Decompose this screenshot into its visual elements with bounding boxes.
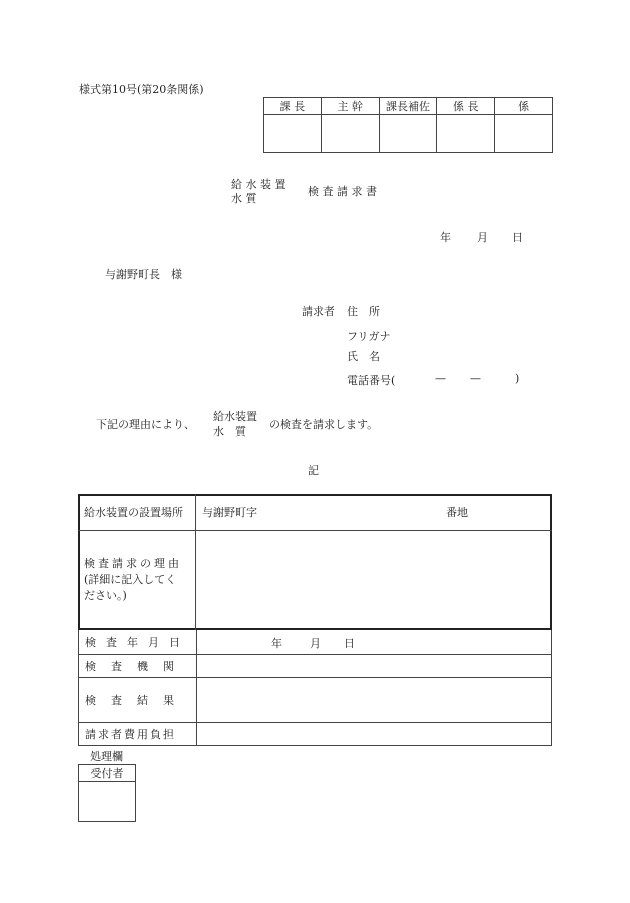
form-number: 様式第10号(第20条関係) bbox=[79, 83, 204, 96]
approval-stamp-cell[interactable] bbox=[495, 115, 553, 153]
approval-header-kacho: 課 長 bbox=[264, 98, 322, 115]
ki-heading: 記 bbox=[308, 464, 319, 477]
approval-stamp-cell[interactable] bbox=[264, 115, 322, 153]
title-option-water-quality-text: 水 質 bbox=[231, 192, 257, 205]
phone-dash-1: — bbox=[435, 372, 446, 385]
date-day: 日 bbox=[512, 231, 523, 244]
requester-label: 請求者 bbox=[302, 305, 335, 318]
date-year: 年 bbox=[440, 231, 451, 244]
approval-header-kakaricho: 係 長 bbox=[437, 98, 495, 115]
result-cell[interactable] bbox=[197, 677, 552, 722]
inspection-date-cell[interactable] bbox=[197, 630, 552, 654]
reason-label-line3: ださい。) bbox=[84, 589, 127, 603]
body-prefix: 下記の理由により、 bbox=[96, 418, 195, 431]
phone-label: 電話番号( bbox=[347, 374, 396, 387]
approval-stamp-cell[interactable] bbox=[321, 115, 379, 153]
addressee: 与謝野町長 様 bbox=[105, 268, 182, 281]
approval-stamp-table bbox=[263, 97, 553, 153]
location-value-cell[interactable] bbox=[196, 494, 553, 530]
location-banchi: 番地 bbox=[446, 505, 468, 519]
approval-stamp-cell[interactable] bbox=[379, 115, 437, 153]
body-option-water-quality: 水 質 bbox=[213, 425, 246, 438]
result-label: 検査結果 bbox=[79, 677, 197, 722]
reason-label bbox=[78, 530, 196, 630]
receiver-stamp-cell[interactable] bbox=[79, 782, 136, 822]
reason-label-line2: (詳細に記入してく bbox=[84, 573, 177, 587]
body-option-water-supply: 給水装置 bbox=[213, 410, 257, 423]
approval-header-kakari: 係 bbox=[495, 98, 553, 115]
location-value: 与謝野町字 bbox=[202, 505, 257, 519]
approval-stamp-cell[interactable] bbox=[437, 115, 495, 153]
furigana-label: フリガナ bbox=[347, 330, 391, 343]
inspection-date-month: 月 bbox=[310, 637, 321, 650]
inspection-date-day: 日 bbox=[344, 637, 355, 650]
title-suffix: 検 査 請 求 書 bbox=[308, 185, 377, 198]
receiver-header: 受付者 bbox=[79, 765, 136, 782]
name-label: 氏 名 bbox=[347, 350, 380, 363]
processing-label: 処理欄 bbox=[90, 750, 123, 763]
approval-header-shukan: 主 幹 bbox=[321, 98, 379, 115]
title-option-water-quality bbox=[231, 190, 297, 206]
inspection-date-label: 検査年月日 bbox=[79, 630, 197, 654]
location-label: 給水装置の設置場所 bbox=[78, 494, 196, 530]
phone-close: ) bbox=[515, 372, 520, 385]
date-month: 月 bbox=[477, 231, 488, 244]
phone-dash-2: — bbox=[470, 372, 481, 385]
reason-input-cell[interactable] bbox=[196, 530, 553, 630]
approval-header-kachohosa: 課長補佐 bbox=[379, 98, 437, 115]
cost-label: 請求者費用負担 bbox=[79, 722, 197, 745]
reason-label-line1: 検査請求の理由 bbox=[84, 557, 182, 571]
cost-cell[interactable] bbox=[197, 722, 552, 745]
agency-cell[interactable] bbox=[197, 654, 552, 677]
address-label: 住 所 bbox=[347, 305, 380, 318]
agency-label: 検査機関 bbox=[79, 654, 197, 677]
inspection-date-year: 年 bbox=[271, 637, 282, 650]
main-table bbox=[78, 494, 552, 630]
body-suffix: の検査を請求します。 bbox=[269, 418, 379, 431]
receiver-table bbox=[78, 764, 136, 822]
title-option-water-supply: 給 水 装 置 bbox=[231, 178, 286, 191]
lower-table bbox=[78, 630, 552, 746]
